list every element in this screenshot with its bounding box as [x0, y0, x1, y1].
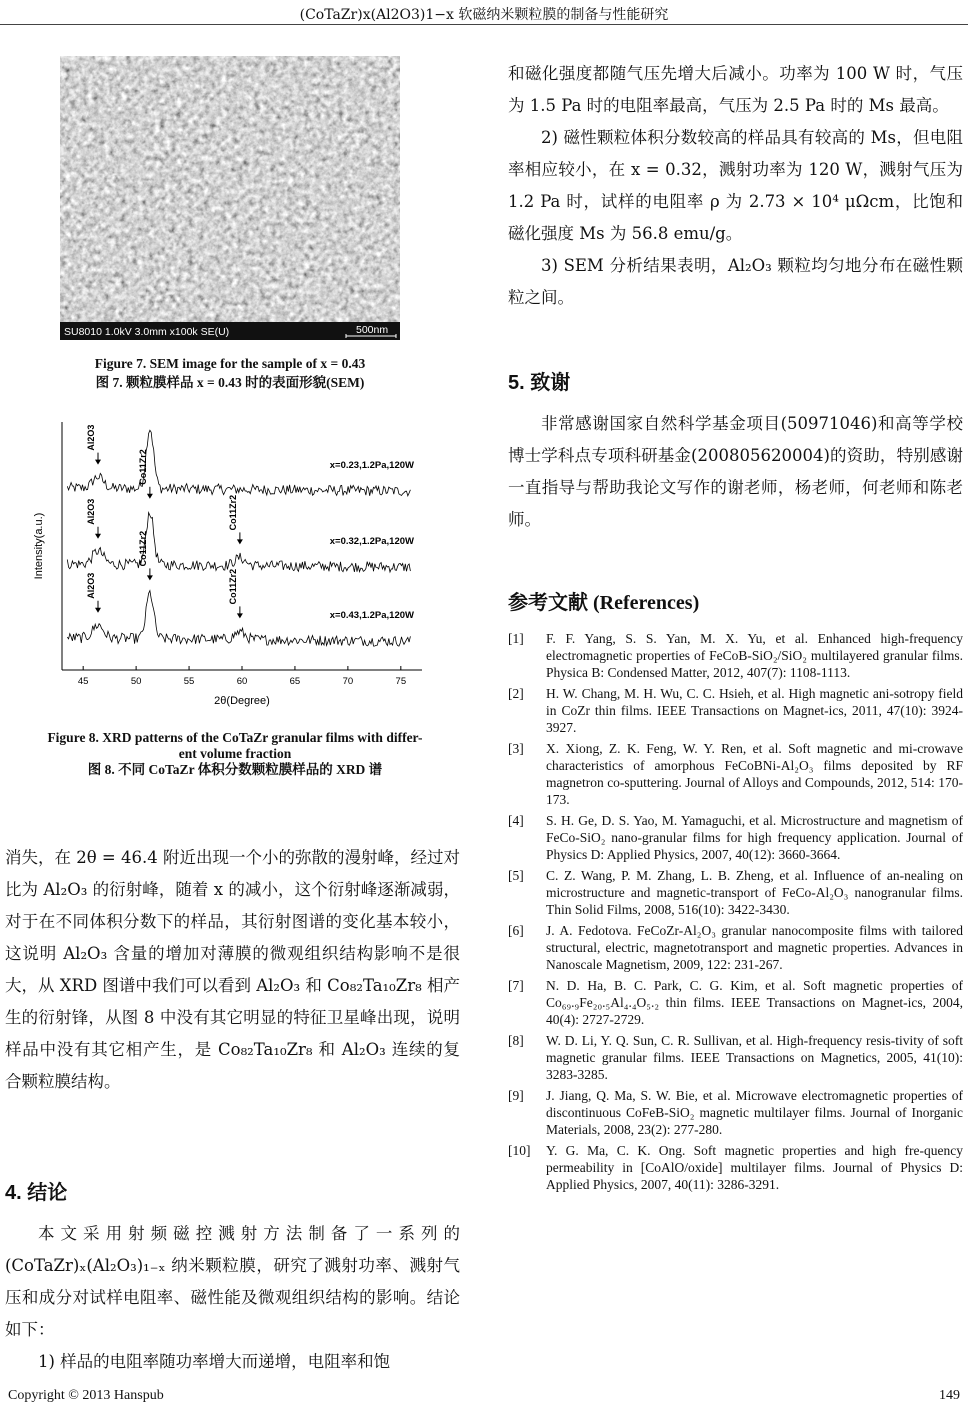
reference-text: X. Xiong, Z. K. Feng, W. Y. Ren, et al. Soft magnetic and mi-crowave characteristics of amorphous FeCoBNi-Al₂O₃ films deposited by RF magnetron co-sputtering. Journal of Alloys and Compounds, 2012, 514: 170-173. — [546, 741, 963, 807]
footer-copyright: Copyright © 2013 Hanspub — [8, 1388, 164, 1403]
reference-number: [8] — [508, 1033, 524, 1048]
acknowledgement-text: 非常感谢国家自然科学基金项目(50971046)和高等学校博士学科点专项科研基金(200805620004)的资助，特别感谢一直指导与帮助我论文写作的谢老师，杨老师，何老师和陈老师。 — [508, 414, 963, 529]
reference-number: [4] — [508, 813, 524, 828]
reference-item — [508, 740, 963, 808]
sem-image — [60, 56, 400, 340]
reference-text: H. W. Chang, M. H. Wu, C. C. Hsieh, et al. High magnetic ani-sotropy field in CoZr thin films. IEEE Transactions on Magnet-ics, 2011, 47(10): 3924-3927. — [546, 686, 963, 735]
reference-text: J. A. Fedotova. FeCoZr-Al₂O₃ granular nanocomposite films with tailored structural, electric, magnetotransport and magnetic properties. Advances in Nanoscale Magnetism, 2009, 122: 231-267. — [546, 923, 963, 972]
peak-label: Co11Zr2 — [137, 530, 148, 567]
reference-list — [508, 630, 963, 1197]
x-tick-label: 45 — [77, 676, 89, 687]
section4-heading: 4. 结论 — [5, 1182, 68, 1204]
reference-number: [10] — [508, 1143, 531, 1158]
reference-text: C. Z. Wang, P. M. Zhang, L. B. Zheng, et al. Influence of an-nealing on microstructure and magnetic-transport of FeCo-Al₂O₃ nanogranular films. Thin Solid Films, 2008, 516(10): 3422-3430. — [546, 868, 963, 917]
reference-text: W. D. Li, Y. Q. Sun, C. R. Sullivan, et al. High-frequency resis-tivity of soft magnetic granular films. IEEE Transactions on Magnetics, 2005, 41(10): 3283-3285. — [546, 1033, 963, 1082]
reference-item — [508, 1142, 963, 1193]
series-legend-label: x=0.43,1.2Pa,120W — [329, 610, 414, 621]
figure7-caption-en: Figure 7. SEM image for the sample of x = 0.43 — [94, 356, 366, 371]
x-tick-label: 50 — [130, 676, 142, 687]
reference-number: [6] — [508, 923, 524, 938]
peak-arrowhead — [237, 613, 243, 618]
peak-arrowhead — [237, 539, 243, 544]
reference-number: [5] — [508, 868, 524, 883]
reference-item — [508, 977, 963, 1028]
reference-item — [508, 685, 963, 736]
reference-text: S. H. Ge, D. S. Yao, M. Yamaguchi, et al. Microstructure and magnetism of FeCo-SiO₂ nano-granular films for high frequency application. Journal of Physics D: Applied Physics, 2007, 40(12): 3660-3664. — [546, 813, 963, 862]
xrd-chart — [20, 416, 430, 716]
sem-info-bar: SU8010 1.0kV 3.0mm x100k SE(U) — [64, 326, 230, 338]
y-axis-label: Intensity(a.u.) — [33, 512, 45, 580]
figure7-caption — [30, 354, 430, 392]
section5-heading: 5. 致谢 — [508, 372, 571, 394]
x-tick-label: 60 — [236, 676, 248, 687]
running-header: (CoTaZr)x(Al2O3)1−x 软磁纳米颗粒膜的制备与性能研究 — [299, 7, 669, 23]
sem-scale-label: 500nm — [356, 324, 389, 336]
right-column-text — [508, 58, 963, 314]
x-tick-label: 65 — [289, 676, 301, 687]
reference-item — [508, 1032, 963, 1083]
figure8-caption-en-1: Figure 8. XRD patterns of the CoTaZr granular films with differ- — [47, 730, 423, 745]
reference-number: [2] — [508, 686, 524, 701]
reference-item — [508, 867, 963, 918]
x-axis-label: 2θ(Degree) — [214, 695, 270, 707]
peak-label: Al2O3 — [86, 498, 96, 525]
peak-arrowhead — [95, 460, 101, 465]
reference-text: F. F. Yang, S. S. Yan, M. X. Yu, et al. Enhanced high-frequency electromagnetic properties of FeCoB-SiO₂/SiO₂ multilayered granular films. Physica B: Condensed Matter, 2012, 407(7): 1108-1113. — [546, 631, 963, 680]
section5-body — [508, 408, 963, 536]
figure7-caption-zh: 图 7. 颗粒膜样品 x = 0.43 时的表面形貌(SEM) — [95, 375, 365, 390]
reference-item — [508, 1087, 963, 1138]
figure8-caption-zh: 图 8. 不同 CoTaZr 体积分数颗粒膜样品的 XRD 谱 — [87, 762, 383, 777]
reference-text: N. D. Ha, B. C. Park, C. G. Kim, et al. Soft magnetic properties of Co₆₉.₉Fe₂₀.₅Al₄.₄O₅.₂ thin films. IEEE Transactions on Magnet-ics, 2004, 40(4): 2727-2729. — [546, 978, 963, 1027]
figure8-caption-en-2: ent volume fraction — [178, 746, 292, 761]
reference-number: [7] — [508, 978, 524, 993]
reference-number: [1] — [508, 631, 524, 646]
peak-label: Al2O3 — [86, 572, 96, 599]
references-heading: 参考文献 (References) — [508, 592, 700, 614]
peak-arrowhead — [95, 608, 101, 613]
reference-item — [508, 630, 963, 681]
peak-label: Co11Zr2 — [227, 568, 238, 605]
peak-arrowhead — [95, 534, 101, 539]
section4-intro: 本文采用射频磁控溅射方法制备了一系列的 (CoTaZr)ₓ(Al₂O₃)₁₋ₓ 纳米颗粒膜，研究了溅射功率、溅射气压和成分对试样电阻率、磁性能及微观组织结构的影响。结论如下： — [5, 1224, 460, 1339]
peak-label: Co11Zr2 — [227, 494, 238, 531]
reference-number: [3] — [508, 741, 524, 756]
reference-item — [508, 922, 963, 973]
section4-item2: 2) 磁性颗粒体积分数较高的样品具有较高的 Ms，但电阻率相应较小，在 x = 0.32，溅射功率为 120 W，溅射气压为 1.2 Pa 时，试样的电阻率 ρ 为 2.73 × 10⁴ μΩcm，比饱和磁化强度 Ms 为 56.8 emu/g。 — [508, 128, 963, 243]
left-paragraph: 消失，在 2θ = 46.4 附近出现一个小的弥散的漫射峰，经过对比为 Al₂O₃ 的衍射峰，随着 x 的减小，这个衍射峰逐渐减弱，对于在不同体积分数下的样品，其衍射图谱的变化基本较小，这说明 Al₂O₃ 含量的增加对薄膜的微观组织结构影响不是很大，从 XRD 图谱中我们可以看到 Al₂O₃ 和 Co₈₂Ta₁₀Zr₈ 相产生的衍射锋，从图 8 中没有其它明显的特征卫星峰出现，说明样品中没有其它相产生，是 Co₈₂Ta₁₀Zr₈ 和 Al₂O₃ 连续的复合颗粒膜结构。 — [5, 848, 460, 1091]
reference-text: J. Jiang, Q. Ma, S. W. Bie, et al. Microwave electromagnetic properties of discontinuous CoFeB-SiO₂ magnetic multilayer films. Journal of Inorganic Materials, 2008, 23(2): 277-280. — [546, 1088, 963, 1137]
header-rule — [0, 24, 968, 25]
peak-label: Co11Zr2 — [137, 449, 148, 485]
section4-item1-cont: 和磁化强度都随气压先增大后减小。功率为 100 W 时，气压为 1.5 Pa 时的电阻率最高，气压为 2.5 Pa 时的 Ms 最高。 — [508, 64, 963, 115]
series-legend-label: x=0.32,1.2Pa,120W — [329, 536, 414, 547]
peak-arrowhead — [147, 575, 153, 580]
section4-body — [5, 1218, 460, 1378]
peak-label: Al2O3 — [86, 424, 96, 451]
reference-number: [9] — [508, 1088, 524, 1103]
page-number: 149 — [939, 1388, 960, 1403]
figure8-caption — [10, 730, 460, 778]
reference-item — [508, 812, 963, 863]
peak-arrowhead — [147, 494, 153, 499]
x-tick-label: 70 — [342, 676, 354, 687]
series-legend-label: x=0.23,1.2Pa,120W — [329, 460, 414, 471]
reference-text: Y. G. Ma, C. K. Ong. Soft magnetic properties and high fre-quency permeability in [CoAlO/oxide] multilayer films. Journal of Physics D: Applied Physics, 2007, 40(11): 3286-3291. — [546, 1143, 963, 1192]
x-tick-label: 55 — [183, 676, 195, 687]
section4-item3: 3) SEM 分析结果表明，Al₂O₃ 颗粒均匀地分布在磁性颗粒之间。 — [508, 256, 963, 307]
section4-item1-start: 1) 样品的电阻率随功率增大而递增，电阻率和饱 — [38, 1352, 391, 1371]
x-tick-label: 75 — [395, 676, 407, 687]
